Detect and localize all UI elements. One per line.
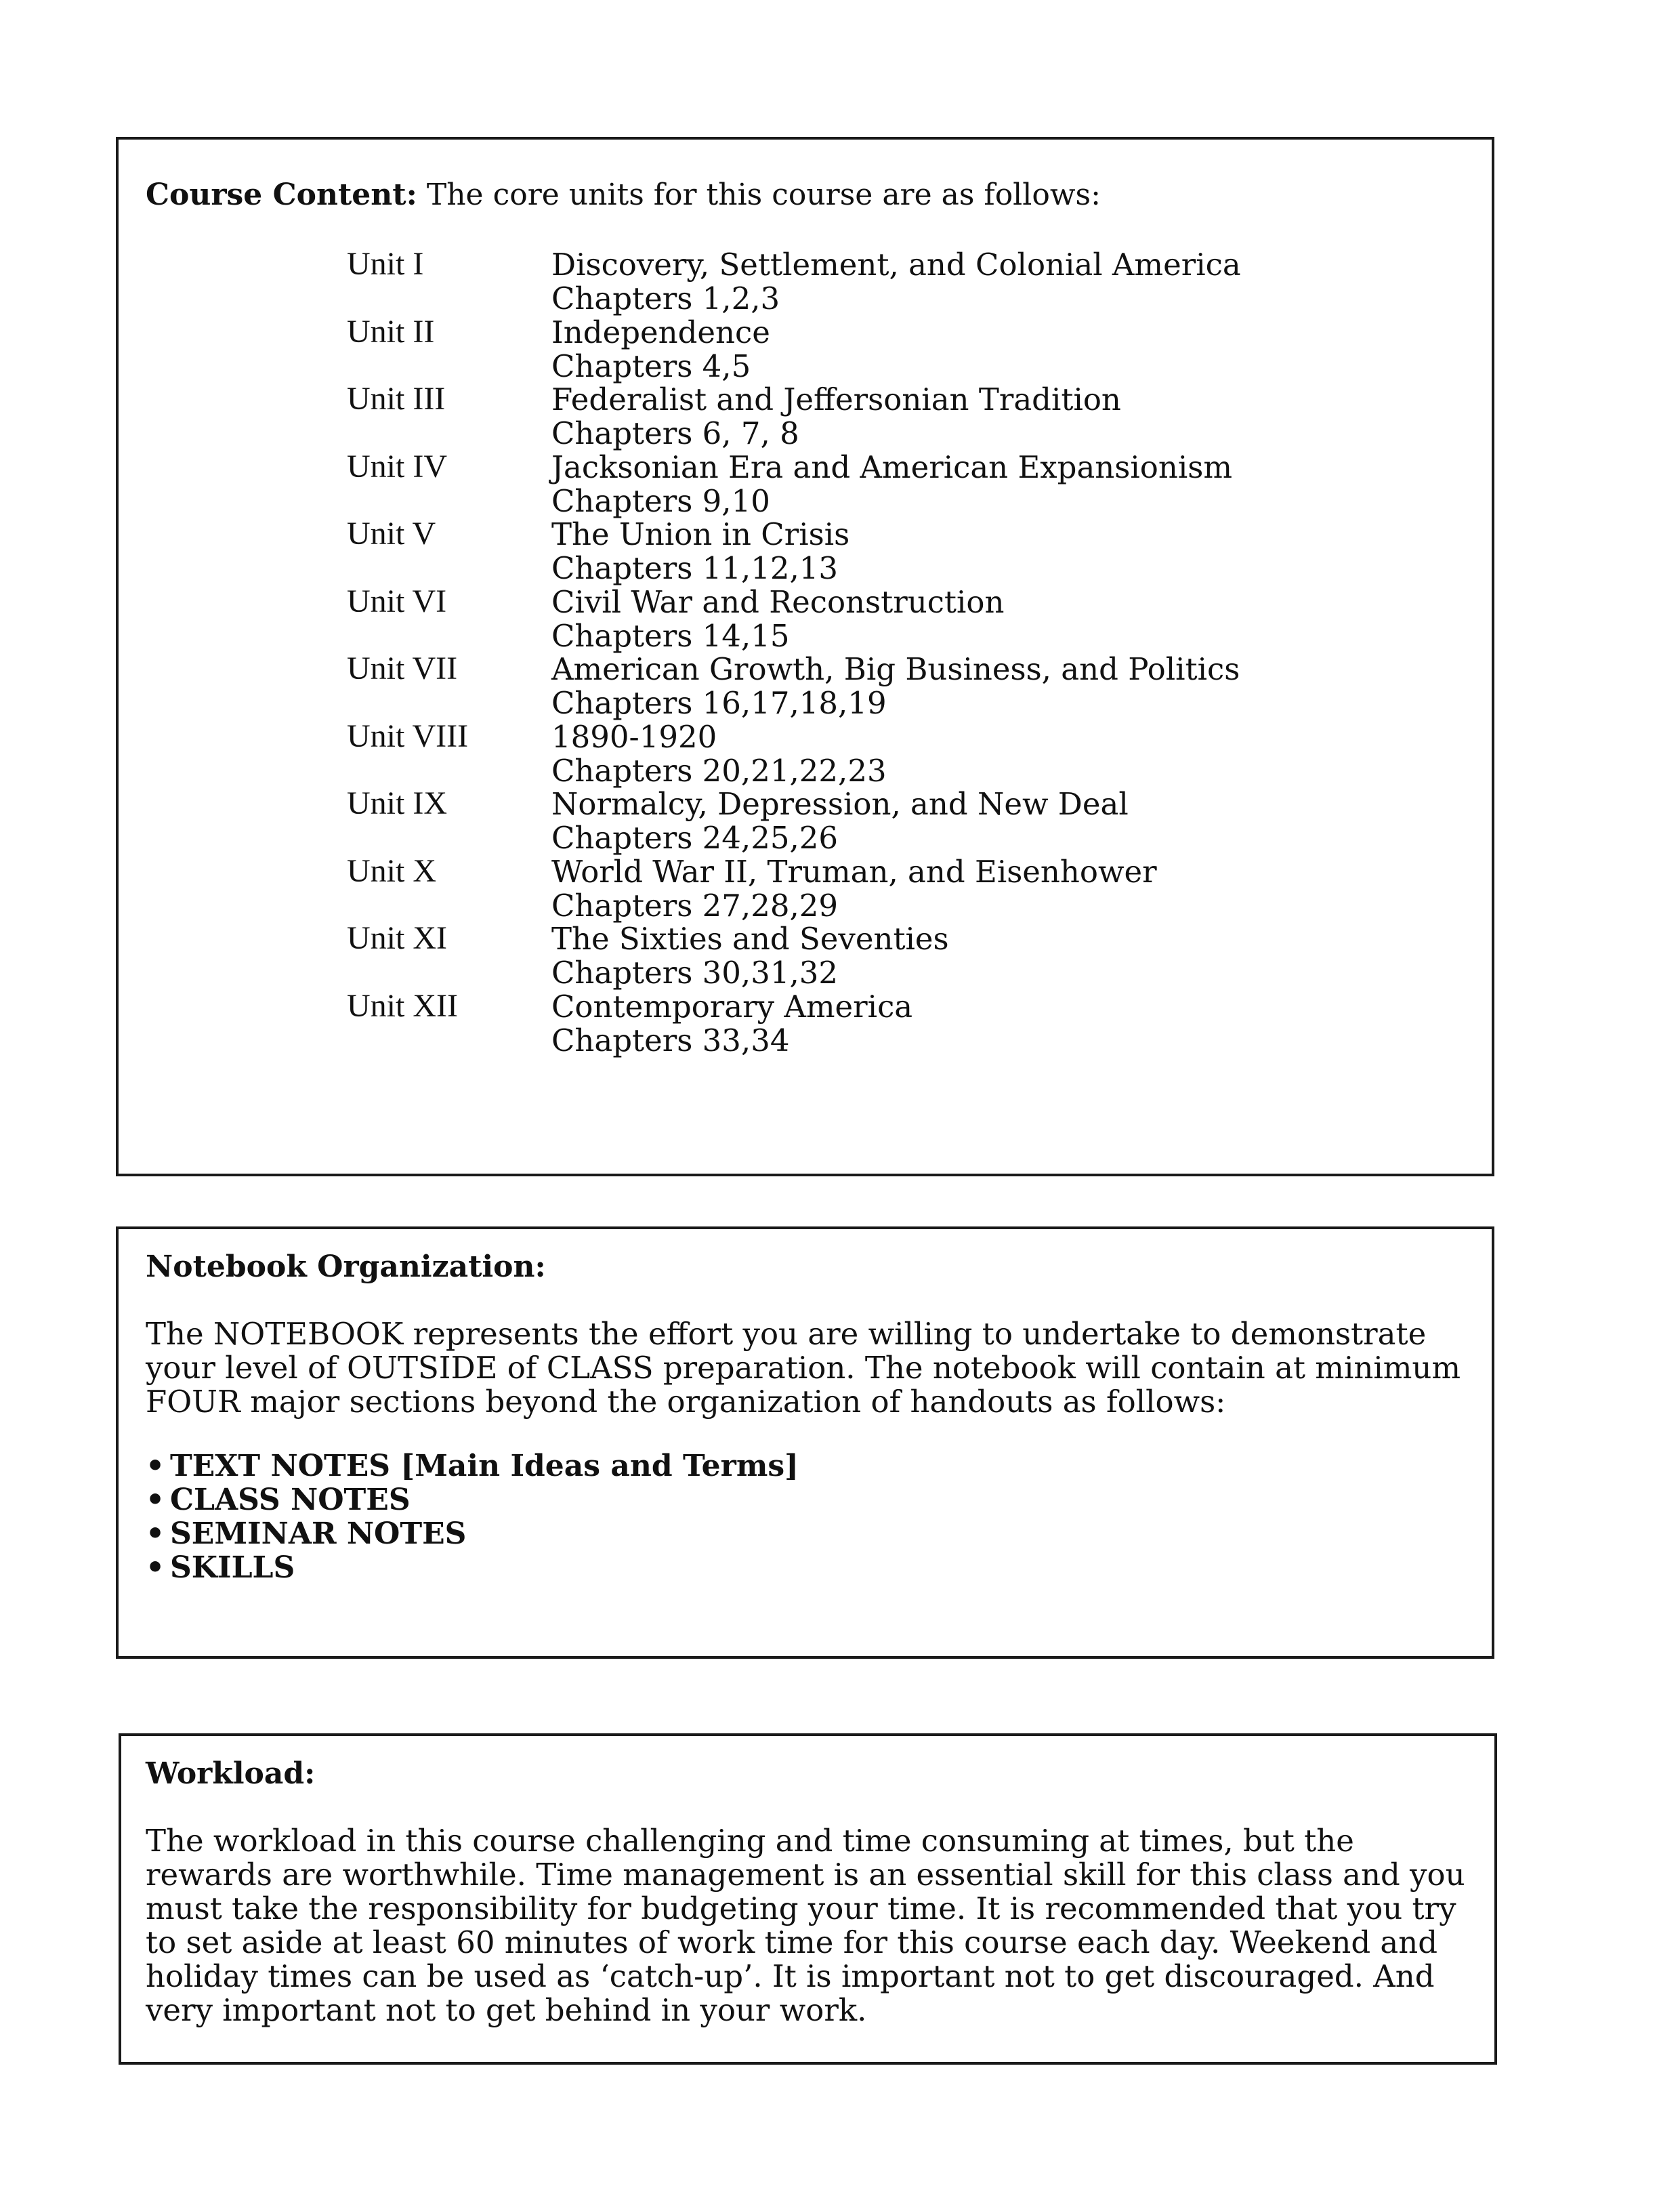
paragraph-line: The NOTEBOOK represents the effort you are willing to undertake to demonstrate (146, 1316, 1427, 1352)
paragraph-line: The workload in this course challenging and time consuming at times, but the (146, 1823, 1354, 1859)
paragraph-line: holiday times can be used as ‘catch-up’. It is important not to get discouraged. And (146, 1958, 1435, 1994)
bullet-icon: • (146, 1449, 165, 1483)
notebook-section-label: TEXT NOTES [Main Ideas and Terms] (170, 1449, 799, 1483)
workload-section (119, 1733, 1497, 2065)
course-content-intro: The core units for this course are as follows: (426, 178, 1101, 212)
unit-row (347, 448, 1431, 519)
notebook-section-label: SEMINAR NOTES (170, 1516, 467, 1551)
unit-label: Unit XI (347, 920, 447, 956)
bullet-icon: • (146, 1516, 165, 1551)
unit-description (551, 518, 849, 585)
unit-list (347, 248, 1431, 1057)
unit-chapters: Chapters 1,2,3 (551, 281, 780, 316)
unit-title: Discovery, Settlement, and Colonial America (551, 247, 1241, 283)
unit-description (551, 855, 1157, 923)
paragraph-line: FOUR major sections beyond the organization of handouts as follows: (146, 1384, 1226, 1420)
unit-label: Unit VIII (347, 718, 469, 754)
paragraph-line: must take the responsibility for budgeting your time. It is recommended that you try (146, 1891, 1456, 1926)
unit-row (347, 987, 1431, 1058)
workload-heading: Workload: (146, 1756, 316, 1791)
unit-title: 1890-1920 (551, 718, 717, 755)
unit-chapters: Chapters 33,34 (551, 1022, 790, 1058)
notebook-section-label: SKILLS (170, 1550, 295, 1585)
unit-chapters: Chapters 20,21,22,23 (551, 752, 887, 789)
notebook-section-item (146, 1551, 799, 1585)
unit-row (347, 852, 1431, 924)
unit-row (347, 922, 1431, 990)
unit-chapters: Chapters 30,31,32 (551, 955, 839, 991)
unit-label: Unit X (347, 852, 436, 889)
unit-description (551, 922, 949, 990)
unit-label: Unit VII (347, 651, 458, 686)
notebook-section-label: CLASS NOTES (170, 1483, 411, 1517)
unit-title: Federalist and Jeffersonian Tradition (551, 381, 1121, 417)
paragraph-line: your level of OUTSIDE of CLASS preparation. The notebook will contain at minimum (146, 1350, 1461, 1386)
unit-chapters: Chapters 4,5 (551, 348, 751, 384)
unit-row (347, 585, 1431, 653)
notebook-section-item (146, 1517, 799, 1551)
unit-row (347, 248, 1431, 316)
unit-title: The Union in Crisis (551, 516, 850, 552)
bullet-icon: • (146, 1483, 165, 1517)
notebook-section-item (146, 1483, 799, 1517)
unit-description (551, 383, 1121, 451)
unit-chapters: Chapters 27,28,29 (551, 887, 839, 924)
unit-description (551, 787, 1129, 855)
notebook-section-item (146, 1449, 799, 1483)
unit-label: Unit II (347, 313, 435, 350)
unit-row (347, 383, 1431, 451)
paragraph-line: to set aside at least 60 minutes of work time for this course each day. Weekend and (146, 1924, 1438, 1960)
course-content-section (116, 137, 1494, 1176)
unit-chapters: Chapters 14,15 (551, 617, 790, 654)
unit-description (551, 720, 887, 788)
unit-title: The Sixties and Seventies (551, 921, 949, 957)
unit-description (551, 316, 770, 384)
unit-title: Civil War and Reconstruction (551, 583, 1005, 620)
unit-row (347, 313, 1431, 384)
unit-description (551, 653, 1240, 720)
unit-description (551, 990, 912, 1058)
unit-label: Unit III (347, 381, 446, 417)
unit-description (551, 585, 1004, 653)
unit-chapters: Chapters 16,17,18,19 (551, 685, 887, 721)
notebook-heading: Notebook Organization: (146, 1250, 546, 1284)
unit-title: Contemporary America (551, 988, 913, 1025)
unit-chapters: Chapters 9,10 (551, 482, 770, 519)
unit-title: Normalcy, Depression, and New Deal (551, 786, 1129, 822)
unit-description (551, 248, 1241, 316)
unit-row (347, 653, 1431, 720)
unit-description (551, 451, 1232, 518)
unit-label: Unit IV (347, 448, 447, 484)
unit-row (347, 787, 1431, 855)
unit-label: Unit XII (347, 987, 458, 1024)
unit-title: World War II, Truman, and Eisenhower (551, 853, 1157, 890)
course-content-label: Course Content: (146, 178, 417, 212)
paragraph-line: rewards are worthwhile. Time management is an essential skill for this class and you (146, 1857, 1465, 1893)
unit-label: Unit VI (347, 583, 447, 619)
workload-paragraph (146, 1824, 1487, 2027)
unit-row (347, 518, 1431, 585)
notebook-paragraph (146, 1317, 1473, 1419)
unit-label: Unit V (347, 516, 436, 552)
unit-label: Unit IX (347, 785, 447, 821)
notebook-sections-list (146, 1449, 799, 1585)
unit-title: Independence (551, 314, 770, 350)
paragraph-line: very important not to get behind in your work. (146, 1992, 867, 2028)
course-content-heading (146, 178, 1101, 212)
unit-row (347, 720, 1431, 788)
unit-title: Jacksonian Era and American Expansionism (551, 449, 1233, 485)
unit-title: American Growth, Big Business, and Politics (551, 651, 1240, 687)
unit-chapters: Chapters 24,25,26 (551, 820, 839, 856)
unit-chapters: Chapters 11,12,13 (551, 550, 839, 586)
bullet-icon: • (146, 1550, 165, 1585)
unit-label: Unit I (347, 246, 424, 282)
unit-chapters: Chapters 6, 7, 8 (551, 415, 799, 451)
notebook-organization-section (116, 1226, 1494, 1659)
